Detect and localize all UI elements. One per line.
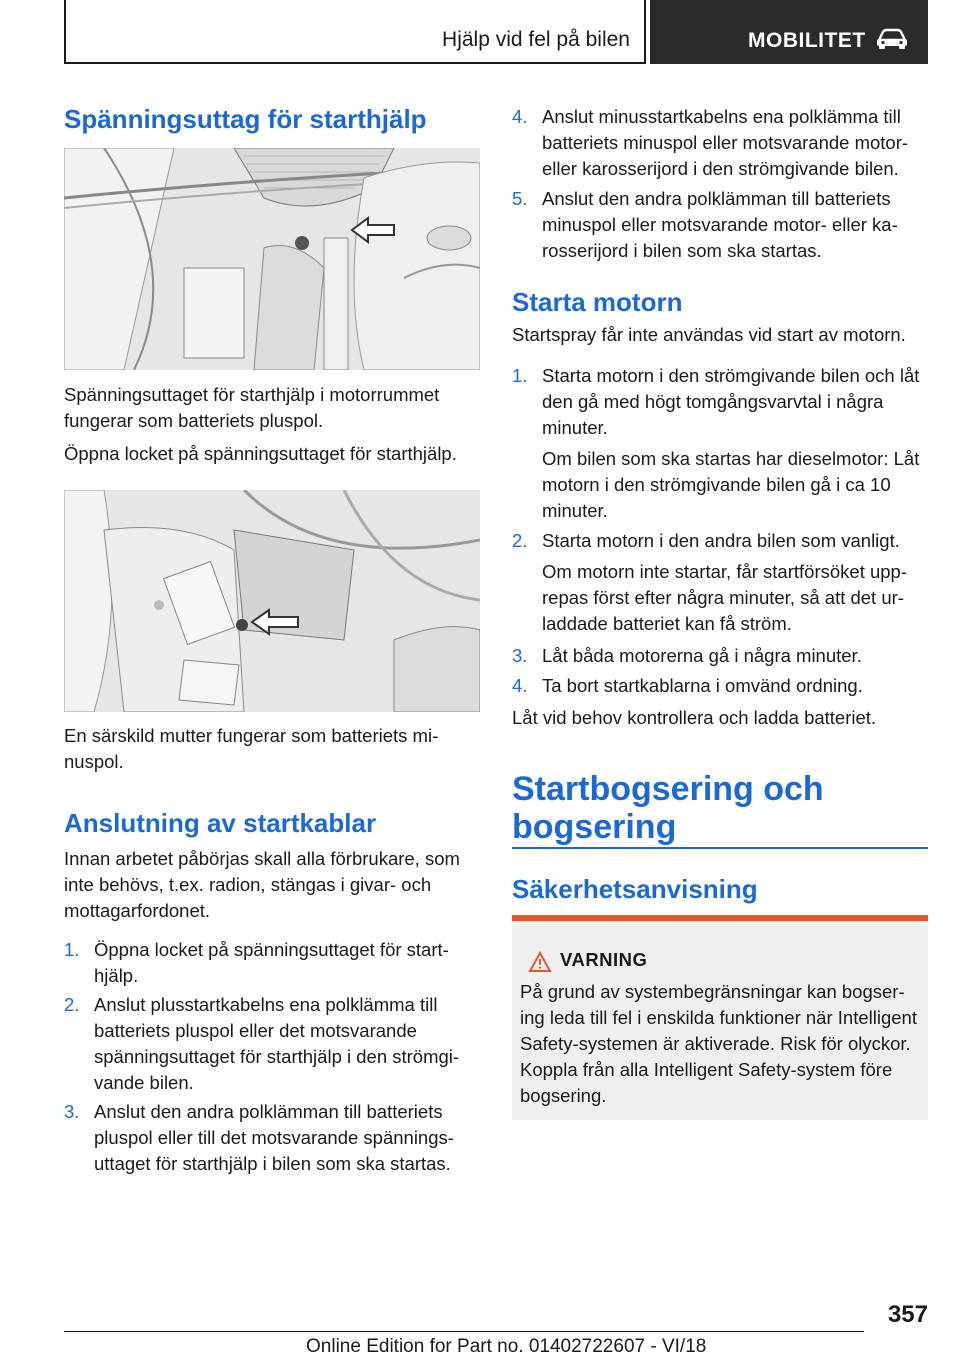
step-number: 1. — [512, 365, 528, 386]
step-text: Anslut den andra polklämman till batteriets pluspol eller till det motsvarande spänningsuttaget för starthjälp i bilen som ska startas. — [94, 1101, 454, 1174]
paragraph-terminal-description: Spänningsuttaget för starthjälp i motorrummet fungerar som batteriets pluspol. — [64, 384, 440, 431]
warning-box — [512, 915, 928, 1120]
step-number: 4. — [512, 675, 528, 696]
step-text: Öppna locket på spänningsuttaget för starthjälp. — [94, 939, 449, 986]
step-text: Starta motorn i den andra bilen som vanligt. — [542, 530, 900, 551]
page-header — [64, 0, 928, 64]
header-chapter-box — [650, 0, 928, 64]
engine-bay-figure-plus-terminal — [64, 148, 480, 370]
header-section-title: Hjälp vid fel på bilen — [442, 28, 630, 51]
page-number: 357 — [887, 1301, 928, 1328]
step-text: Starta motorn i den strömgivande bilen och låt den gå med högt tomgångsvarvtal i några minuter. — [542, 365, 920, 438]
warning-triangle-icon — [528, 951, 552, 973]
paragraph-no-start-spray: Startspray får inte användas vid start av motorn. — [512, 324, 906, 345]
warning-title: VARNING — [560, 949, 648, 970]
section-heading-jump-start-terminal: Spänningsuttag för starthjälp — [64, 104, 427, 134]
step-text: Anslut den andra polklämman till batteriets minuspol eller motsvarande motor- eller karosserijord i bilen som ska startas. — [542, 188, 898, 261]
footer-divider — [64, 1331, 864, 1332]
section-heading-start-engine: Starta motorn — [512, 287, 683, 317]
step-number: 1. — [64, 939, 80, 960]
step-note: Om bilen som ska startas har dieselmotor: Låt motorn i den strömgivande bilen gå i ca 10 minuter. — [542, 448, 920, 521]
step-text: Anslut minusstartkabelns ena polklämma till batteriets minuspol eller motsvarande motor- eller karosserijord i den strömgivande bilen. — [542, 106, 909, 179]
warning-text: På grund av systembegränsningar kan bogsering leda till fel i enskilda funktioner när Intelligent Safety-systemen är aktiverade. Risk för olyckor. Koppla från alla Intelligent Safety-system före bogsering. — [520, 981, 917, 1106]
step-number: 5. — [512, 188, 528, 209]
engine-bay-illustration-2 — [64, 490, 480, 712]
paragraph-open-cover: Öppna locket på spänningsuttaget för starthjälp. — [64, 443, 457, 464]
paragraph-before-work: Innan arbetet påbörjas skall alla förbrukare, som inte behövs, t.ex. radion, stängas i givar- och mottagarfordonet. — [64, 848, 460, 921]
car-icon — [875, 28, 909, 50]
paragraph-check-battery: Låt vid behov kontrollera och ladda batteriet. — [512, 707, 877, 728]
step-text: Låt båda motorerna gå i några minuter. — [542, 645, 862, 666]
step-number: 4. — [512, 106, 528, 127]
step-note: Om motorn inte startar, får startförsöket upprepas först efter några minuter, så att det urladdade batteriet kan få ström. — [542, 561, 908, 634]
step-number: 3. — [512, 645, 528, 666]
step-number: 2. — [512, 530, 528, 551]
paragraph-minus-terminal: En särskild mutter fungerar som batteriets minuspol. — [64, 725, 439, 772]
header-section-box — [64, 0, 646, 64]
chapter-divider — [512, 847, 928, 849]
step-text: Anslut plusstartkabelns ena polklämma till batteriets pluspol eller det motsvarande spänningsuttaget för starthjälp i den strömgivande bilen. — [94, 994, 460, 1093]
chapter-heading-towing: Startbogsering och bogsering — [512, 770, 824, 846]
engine-bay-illustration — [64, 148, 480, 370]
step-number: 2. — [64, 994, 80, 1015]
engine-bay-figure-minus-terminal — [64, 490, 480, 712]
step-text: Ta bort startkablarna i omvänd ordning. — [542, 675, 863, 696]
header-chapter-title: MOBILITET — [748, 29, 866, 52]
section-heading-safety: Säkerhetsanvisning — [512, 874, 758, 904]
footer-edition: Online Edition for Part no. 01402722607 - VI/18 — [306, 1336, 707, 1357]
step-number: 3. — [64, 1101, 80, 1122]
section-heading-connecting-cables: Anslutning av startkablar — [64, 808, 377, 838]
